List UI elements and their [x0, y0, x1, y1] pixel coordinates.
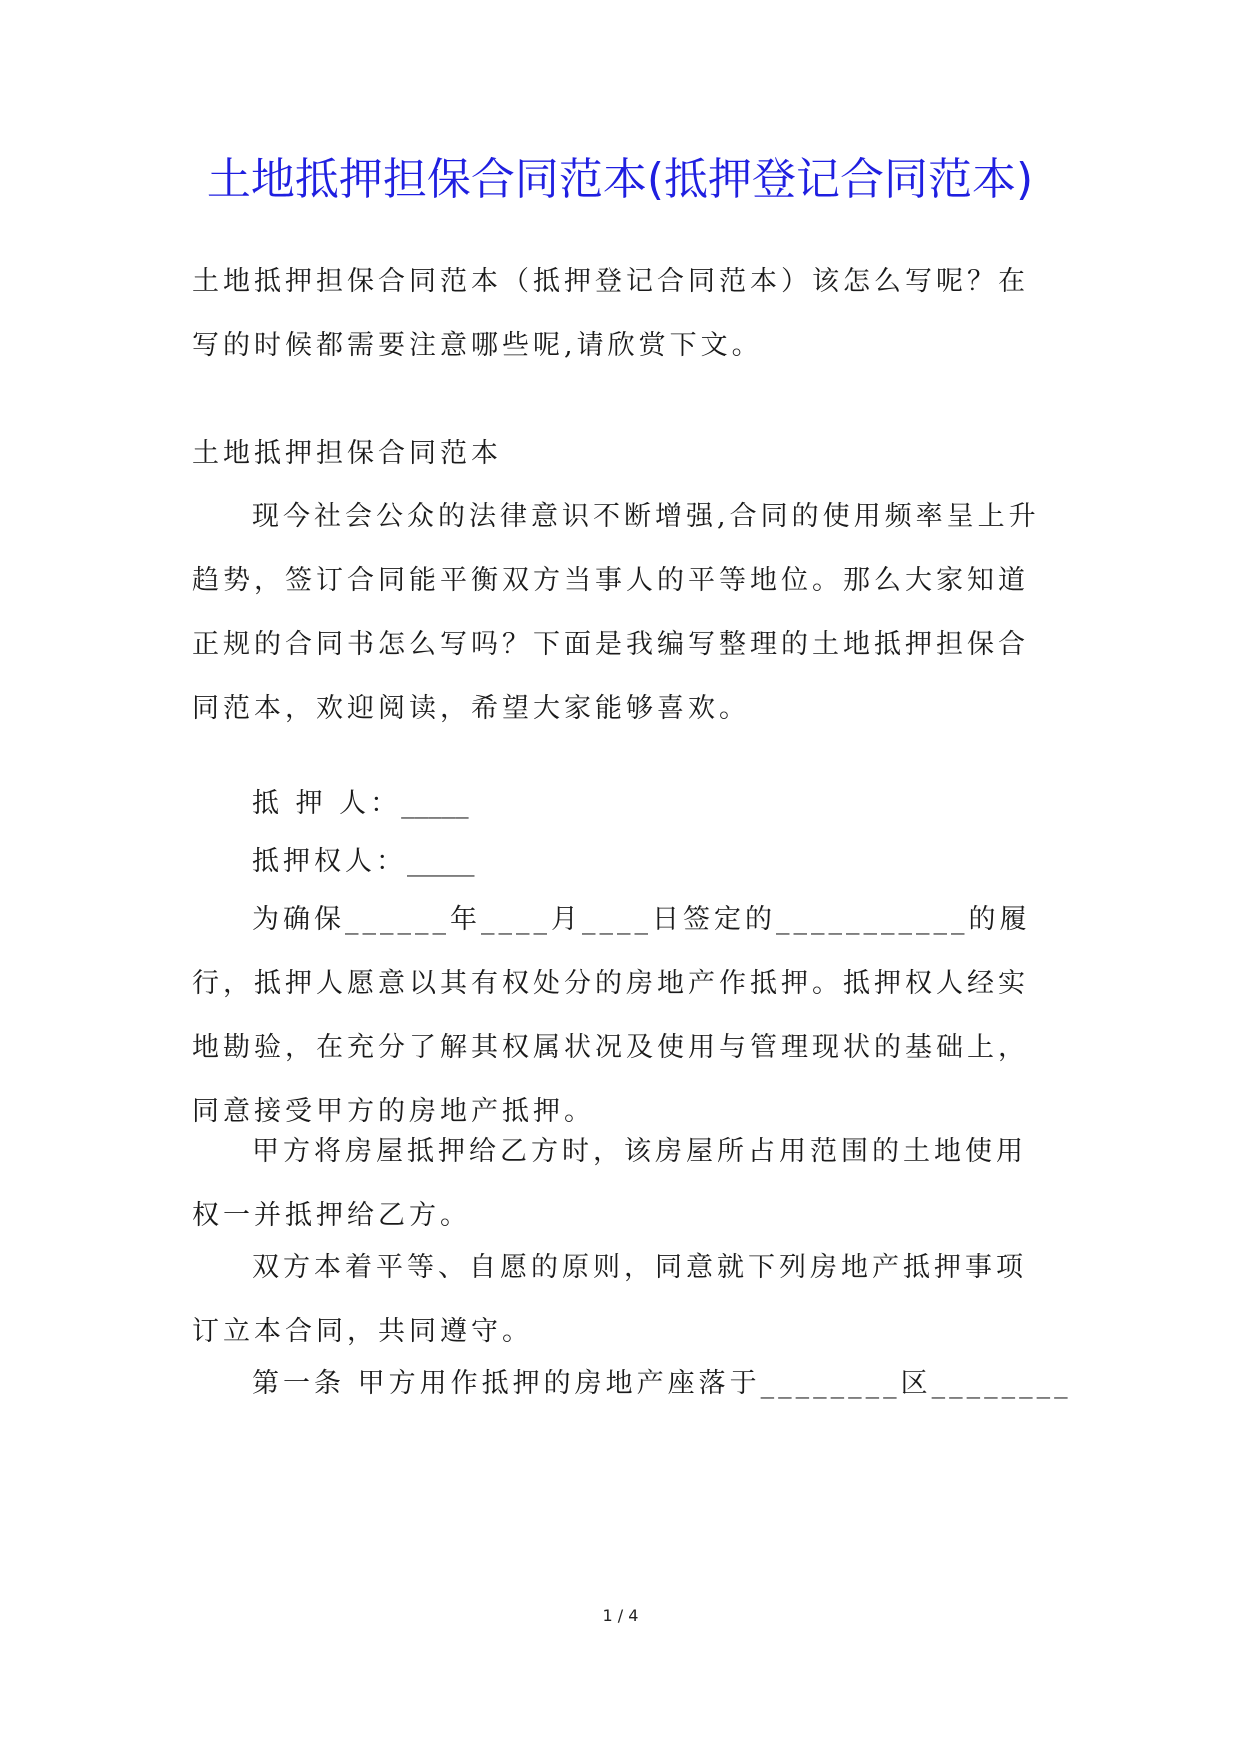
- intro-paragraph: 土地抵押担保合同范本（抵押登记合同范本）该怎么写呢？在写的时候都需要注意哪些呢,请欣赏下文。: [192, 266, 1029, 361]
- mortgagee-line: [252, 830, 475, 894]
- paragraph-3: 甲方将房屋抵押给乙方时，该房屋所占用范围的土地使用权一并抵押给乙方。: [192, 1136, 1027, 1231]
- paragraph-4: 双方本着平等、自愿的原则，同意就下列房地产抵押事项订立本合同，共同遵守。: [192, 1252, 1027, 1347]
- mortgagee-blank: _____: [407, 846, 475, 877]
- section-heading: 土地抵押担保合同范本: [192, 438, 502, 469]
- page-number: 1 / 4: [602, 1606, 639, 1625]
- mortgagor-blank: _____: [401, 788, 469, 819]
- paragraph-2: 为确保______年____月____日签定的___________的履行，抵押人愿意以其有权处分的房地产作抵押。抵押权人经实地勘验，在充分了解其权属状况及使用与管理现状的基础上，同意接受甲方的房地产抵押。: [192, 904, 1031, 1127]
- paragraph-1: 现今社会公众的法律意识不断增强,合同的使用频率呈上升趋势，签订合同能平衡双方当事人的平等地位。那么大家知道正规的合同书怎么写吗？下面是我编写整理的土地抵押担保合同范本，欢迎阅读，希望大家能够喜欢。: [192, 501, 1040, 724]
- document-title: 土地抵押担保合同范本(抵押登记合同范本): [206, 154, 1034, 205]
- mortgagor-line: [252, 772, 469, 836]
- mortgagee-label: 抵押权人：: [252, 846, 407, 877]
- mortgagor-label: 抵 押 人：: [252, 788, 402, 819]
- paragraph-5: 第一条 甲方用作抵押的房地产座落于________区________: [252, 1368, 1072, 1399]
